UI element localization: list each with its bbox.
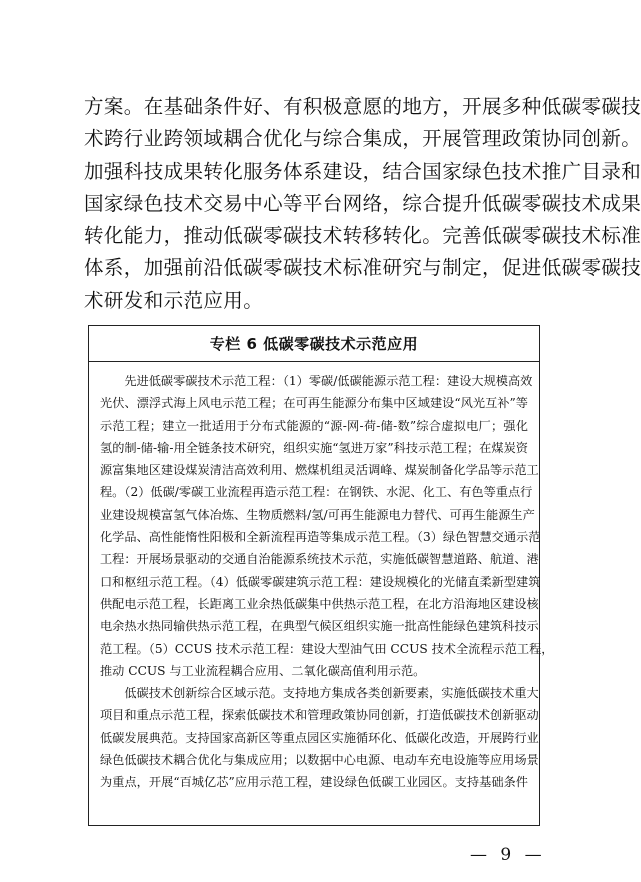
box-line-2: 光伏、漂浮式海上风电示范工程；在可再生能源分布集中区域建设“风光互补”等 [100, 396, 528, 411]
body-line-1: 方案。在基础条件好、有积极意愿的地方，开展多种低碳零碳技 [84, 95, 641, 118]
box-line-7: 业建设规模富氢气体冶炼、生物质燃料/氢/可再生能源电力替代、可再生能源生产 [100, 507, 535, 522]
body-paragraph [84, 91, 641, 317]
body-line-3: 加强科技成果转化服务体系建设，结合国家绿色技术推广目录和 [84, 159, 641, 183]
box-line-19: 为重点，开展“百城亿芯”应用示范工程，建设绿色低碳工业园区。支持基础条件 [100, 775, 528, 790]
box-line-14: 推动 CCUS 与工业流程耦合应用、二氧化碳高值利用示范。 [100, 663, 426, 678]
body-line-2: 术跨行业跨领域耦合优化与综合集成，开展管理政策协同创新。 [84, 127, 641, 151]
box-body [89, 362, 554, 794]
column-box [88, 325, 554, 826]
box-line-8: 化学品、高性能惰性阳极和全新流程再造等集成示范工程。（3）绿色智慧交通示范 [100, 530, 541, 545]
box-line-10: 口和枢纽示范工程。（4）低碳零碳建筑示范工程：建设规模化的光储直柔新型建筑 [100, 574, 541, 589]
box-line-3: 示范工程；建立一批适用于分布式能源的“源-网-荷-储-数”综合虚拟电厂；强化 [100, 418, 528, 433]
body-line-5: 转化能力，推动低碳零碳技术转移转化。完善低碳零碳技术标准 [84, 224, 641, 248]
box-line-5: 源富集地区建设煤炭清洁高效利用、燃煤机组灵活调峰、煤炭制备化学品等示范工 [100, 463, 539, 478]
box-line-4: 氢的制-储-输-用全链条技术研究，组织实施“氢进万家”科技示范工程；在煤炭资 [100, 440, 528, 455]
box-line-16: 项目和重点示范工程，探索低碳技术和管理政策协同创新，打造低碳技术创新驱动 [100, 708, 539, 723]
box-title: 专栏 6 低碳零碳技术示范应用 [89, 326, 539, 362]
box-line-11: 供配电示范工程，长距离工业余热低碳集中供热示范工程，在北方沿海地区建设核 [100, 596, 539, 611]
body-line-6: 体系，加强前沿低碳零碳技术标准研究与制定，促进低碳零碳技 [84, 256, 641, 280]
box-line-17: 低碳发展典范。支持国家高新区等重点园区实施循环化、低碳化改造，开展跨行业 [100, 730, 539, 745]
body-line-7: 术研发和示范应用。 [84, 288, 264, 312]
page-number: — 9 — [470, 845, 546, 865]
box-line-18: 绿色低碳技术耦合优化与集成应用；以数据中心电源、电动车充电设施等应用场景 [100, 753, 539, 768]
box-line-13: 范工程。（5）CCUS 技术示范工程：建设大型油气田 CCUS 技术全流程示范工程， [100, 641, 554, 656]
box-line-9: 工程：开展场景驱动的交通自治能源系统技术示范，实施低碳智慧道路、航道、港 [100, 552, 539, 567]
box-line-1: 先进低碳零碳技术示范工程：（1）零碳/低碳能源示范工程：建设大规模高效 [100, 374, 533, 388]
box-line-6: 程。（2）低碳/零碳工业流程再造示范工程：在钢铁、水泥、化工、有色等重点行 [100, 485, 533, 500]
box-line-12: 电余热水热同输供热示范工程，在典型气候区组织实施一批高性能绿色建筑科技示 [100, 619, 539, 634]
body-line-4: 国家绿色技术交易中心等平台网络，综合提升低碳零碳技术成果 [84, 191, 641, 215]
box-line-15: 低碳技术创新综合区域示范。支持地方集成各类创新要素，实施低碳技术重大 [100, 686, 539, 701]
